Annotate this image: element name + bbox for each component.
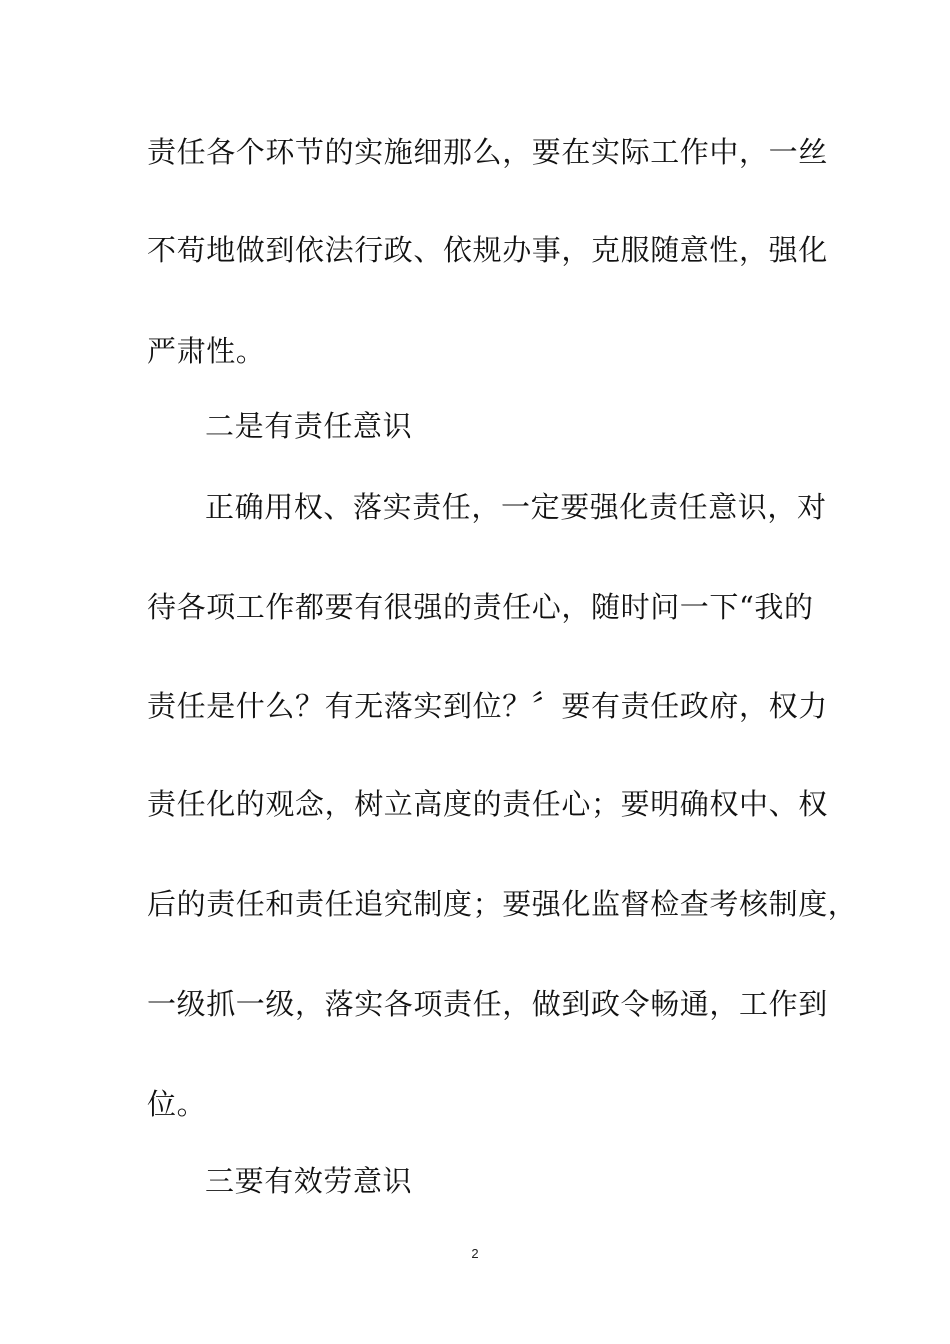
body-text-line: 后的责任和责任追究制度；要强化监督检查考核制度，: [147, 887, 858, 921]
page-number: 2: [471, 1246, 479, 1261]
body-text-line: 正确用权、落实责任，一定要强化责任意识，对: [205, 490, 827, 524]
section-heading: 二是有责任意识: [205, 409, 413, 443]
body-text-line: 位。: [147, 1087, 207, 1121]
body-text-line: 责任化的观念，树立高度的责任心；要明确权中、权: [147, 787, 828, 821]
body-text-line: 不苟地做到依法行政、依规办事，克服随意性，强化: [147, 233, 828, 267]
body-text-line: 待各项工作都要有很强的责任心，随时问一下“我的: [147, 590, 814, 624]
body-text-line: 责任各个环节的实施细那么，要在实际工作中，一丝: [147, 135, 828, 169]
body-text-line: 一级抓一级，落实各项责任，做到政令畅通，工作到: [147, 987, 828, 1021]
body-text-line: 责任是什么？有无落实到位？〞要有责任政府，权力: [147, 689, 828, 723]
body-text-line: 严肃性。: [147, 334, 266, 368]
section-heading: 三要有效劳意识: [205, 1164, 413, 1198]
